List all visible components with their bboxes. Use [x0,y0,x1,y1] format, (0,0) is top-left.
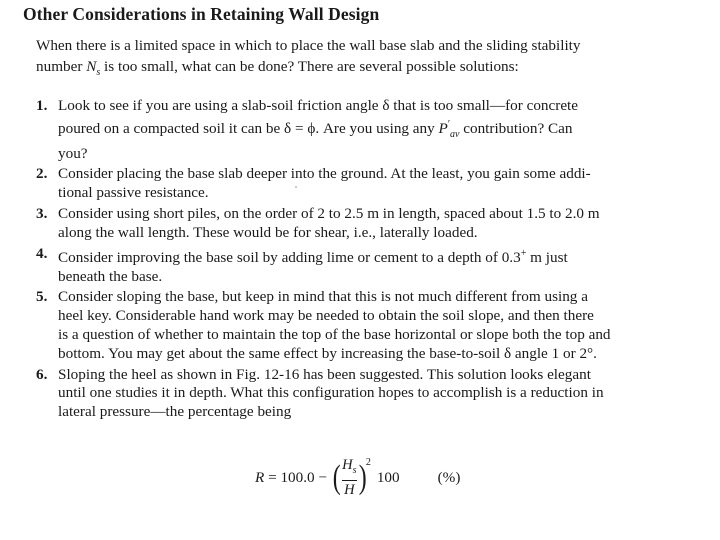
item-line: Consider using short piles, on the order of 2 to 2.5 m in length, spaced about 1.5 to 2.0 m [58,205,600,223]
formula-unit: (%) [437,469,461,486]
formula-lhs: R [255,469,265,486]
item-line: Sloping the heel as shown in Fig. 12-16 has been suggested. This solution looks elegant [58,365,591,383]
numerator-var: H [342,457,353,474]
fraction-numerator [342,457,356,479]
item-line: beneath the base. [58,267,163,285]
item-line: Consider placing the base slab deeper into the ground. At the least, you gain some addi- [58,165,591,183]
intro-text-rest: is too small, what can be done? There are several possible solutions: [100,58,519,75]
intro-text: number [36,58,87,75]
item-line-text-rest: m just [526,248,568,266]
list-item [36,288,710,363]
item-line [58,245,710,268]
item-line: tional passive resistance. [58,184,209,202]
formula-factor: 100 [376,469,400,486]
reduction-formula [255,452,460,504]
ns-subscript: s [96,67,101,79]
right-paren-icon: ) [358,459,367,496]
item-number: 4. [36,244,48,262]
item-line-text: poured on a compacted soil it can be δ = ϕ. Are you using any [58,119,439,137]
item-number: 3. [36,205,48,223]
formula-fraction [342,457,356,499]
item-line: Consider sloping the base, but keep in mind that this is not much different from using a [58,288,588,306]
fraction-bar [342,480,356,481]
item-line: heel key. Considerable hand work may be needed to obtain the soil slope, and then there [58,307,594,325]
pav-subscript: av [450,128,460,140]
item-line: lateral pressure—the percentage being [58,403,292,421]
item-number: 5. [36,288,48,306]
ns-symbol: N [86,58,97,75]
pav-symbol: P [438,119,448,137]
list-item [36,165,710,203]
item-number: 1. [36,97,48,114]
list-item [36,205,710,243]
item-line: along the wall length. These would be for shear, i.e., laterally loaded. [58,223,478,241]
intro-line-2 [36,56,708,83]
numerator-sub: s [352,464,357,476]
item-line: you? [58,144,88,162]
list-item [36,245,710,287]
list-item [36,97,710,163]
formula-exponent: 2 [365,456,371,468]
formula-equals: = 100.0 − [264,469,331,486]
item-number: 2. [36,165,48,183]
scan-speck [295,186,297,188]
item-line [58,116,710,145]
intro-paragraph [36,35,708,83]
item-line-text: Consider improving the base soil by adding lime or cement to a depth of 0.3 [58,248,521,266]
solutions-list [36,97,710,424]
item-number: 6. [36,365,48,383]
item-line: Look to see if you are using a slab-soil friction angle δ that is too small—for concrete [58,97,579,114]
list-item [36,366,710,422]
plus-superscript: + [520,247,527,259]
section-heading: Other Considerations in Retaining Wall Design [23,4,380,24]
intro-line-1: When there is a limited space in which to place the wall base slab and the sliding stability [36,37,581,54]
left-paren-icon: ( [332,459,341,496]
item-line: bottom. You may get about the same effect by increasing the base-to-soil δ angle 1 or 2°. [58,344,597,362]
item-line: is a question of whether to maintain the top of the base horizontal or slope both the top and [58,325,611,343]
item-line: until one studies it in depth. What this configuration hopes to accomplish is a reduction in [58,384,604,402]
item-line-text-rest: contribution? Can [459,119,573,137]
fraction-denominator: H [344,481,355,498]
pav-prime: ′ [447,118,450,130]
